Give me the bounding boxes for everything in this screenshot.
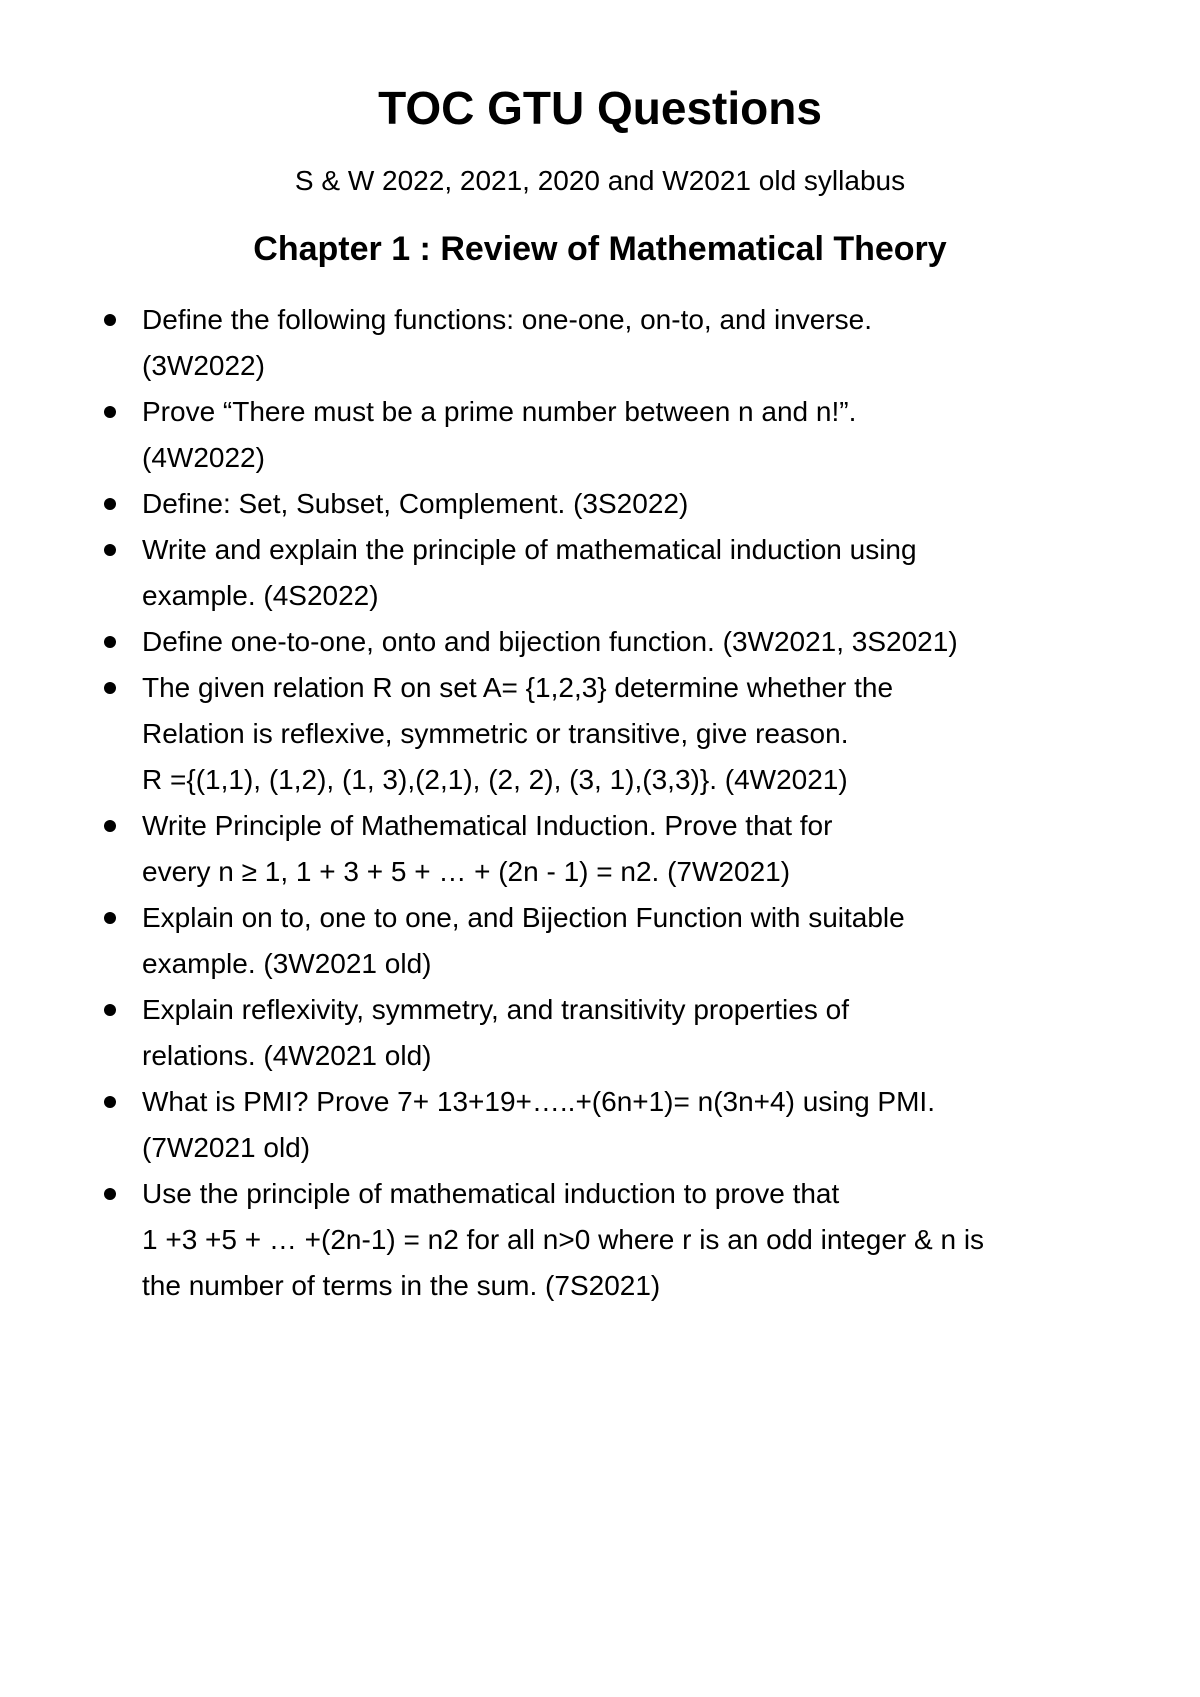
bullet-icon (104, 1004, 116, 1016)
question-text-line: The given relation R on set A= {1,2,3} determine whether the (142, 672, 894, 703)
question-item (100, 987, 1120, 1079)
question-text-line: example. (4S2022) (142, 580, 379, 611)
question-text-line: Prove “There must be a prime number between n and n!”. (142, 396, 857, 427)
bullet-icon (104, 544, 116, 556)
question-text-line: example. (3W2021 old) (142, 948, 432, 979)
question-item (100, 619, 1120, 665)
question-item (100, 389, 1120, 481)
document-title: TOC GTU Questions (378, 82, 822, 134)
bullet-icon (104, 636, 116, 648)
question-item (100, 481, 1120, 527)
bullet-icon (104, 498, 116, 510)
question-text-line: Use the principle of mathematical induction to prove that (142, 1178, 840, 1209)
question-text-line: 1 +3 +5 + … +(2n-1) = n2 for all n>0 where r is an odd integer & n is (142, 1224, 985, 1255)
question-item (100, 895, 1120, 987)
question-text-line: Explain reflexivity, symmetry, and transitivity properties of (142, 994, 849, 1025)
question-item (100, 297, 1120, 389)
bullet-icon (104, 912, 116, 924)
bullet-icon (104, 314, 116, 326)
question-text-line: Define the following functions: one-one, on-to, and inverse. (142, 304, 873, 335)
bullet-icon (104, 1096, 116, 1108)
question-text-line: Define one-to-one, onto and bijection function. (3W2021, 3S2021) (142, 626, 958, 657)
bullet-icon (104, 1188, 116, 1200)
bullet-icon (104, 682, 116, 694)
question-item (100, 527, 1120, 619)
question-item (100, 803, 1120, 895)
question-text-line: (7W2021 old) (142, 1132, 311, 1163)
question-text-line: R ={(1,1), (1,2), (1, 3),(2,1), (2, 2), (3, 1),(3,3)}. (4W2021) (142, 764, 848, 795)
question-text-line: Define: Set, Subset, Complement. (3S2022) (142, 488, 689, 519)
bullet-icon (104, 406, 116, 418)
question-text-line: Explain on to, one to one, and Bijection Function with suitable (142, 902, 905, 933)
question-text-line: Relation is reflexive, symmetric or transitive, give reason. (142, 718, 849, 749)
question-item (100, 665, 1120, 803)
chapter-heading: Chapter 1 : Review of Mathematical Theory (253, 230, 947, 268)
question-list (100, 297, 1120, 1309)
question-item (100, 1171, 1120, 1309)
question-text-line: Write and explain the principle of mathematical induction using (142, 534, 917, 565)
question-text-line: Write Principle of Mathematical Induction. Prove that for (142, 810, 833, 841)
question-item (100, 1079, 1120, 1171)
question-text-line: the number of terms in the sum. (7S2021) (142, 1270, 661, 1301)
question-text-line: What is PMI? Prove 7+ 13+19+…..+(6n+1)= n(3n+4) using PMI. (142, 1086, 935, 1117)
bullet-icon (104, 820, 116, 832)
question-text-line: (4W2022) (142, 442, 265, 473)
document-subtitle: S & W 2022, 2021, 2020 and W2021 old syllabus (294, 165, 906, 196)
question-text-line: relations. (4W2021 old) (142, 1040, 432, 1071)
question-text-line: (3W2022) (142, 350, 265, 381)
question-text-line: every n ≥ 1, 1 + 3 + 5 + … + (2n - 1) = n2. (7W2021) (142, 856, 791, 887)
